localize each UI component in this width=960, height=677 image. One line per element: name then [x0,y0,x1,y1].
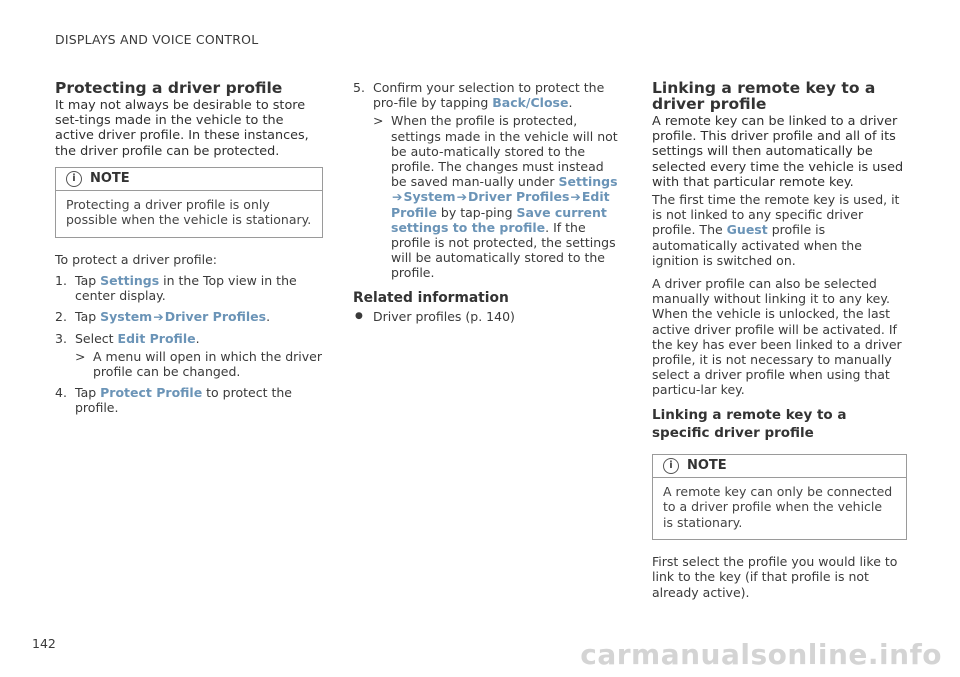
lead-paragraph: It may not always be desirable to store set-tings made in the vehicle to the active driver profile. In these instances, the driver profile can be protected. [55,98,309,159]
step-post: . [568,95,573,111]
menu-term: Driver Profiles [468,189,570,205]
paragraph-manual-select: A driver profile can also be selected manually without linking it to any key. When the vehicle is unlocked, the last active driver profile will be activated. If the key has ever been linked to a driver profile, it is not necessary to manually select a driver profile when using that particu-lar key. [652,276,902,398]
note-header [56,168,322,191]
menu-term: Guest [726,222,768,238]
info-icon: i [663,458,679,474]
column-protecting-profile [55,80,323,422]
intro-text: To protect a driver profile: [55,251,217,267]
result-pre: When the profile is protected, settings made in the vehicle will not be auto-matically stored to the profile. The changes must instead be saved man-ually under [391,113,618,190]
step-pre: Tap [75,309,101,325]
step-4 [55,385,323,415]
menu-term: System [100,309,153,325]
step-number: 3. [55,330,67,346]
step-result [75,349,323,379]
column-linking-key [652,80,907,608]
running-header: DISPLAYS AND VOICE CONTROL [55,32,259,47]
note-box [652,454,907,541]
section-title: Protecting a driver profile [55,79,283,97]
note-header [653,455,906,478]
step-pre: Confirm your selection to protect the pro-file by tapping [373,80,605,111]
result-mid: by tap-ping [436,204,517,220]
note-text: Protecting a driver profile is only possible when the vehicle is stationary. [66,196,312,228]
step-post: to protect the profile. [75,385,292,416]
step-pre: Tap [75,273,101,289]
step-3 [55,331,323,380]
step-5 [353,80,623,281]
step-post: . [266,309,271,325]
menu-term: System [403,189,456,205]
arrow-right-icon: ➔ [456,189,468,205]
step-pre: Tap [75,385,101,401]
text: The first time the remote key is used, it is not linked to any specific driver profile. The [652,192,900,238]
result-text: A menu will open in which the driver profile can be changed. [93,348,323,380]
note-label: NOTE [90,171,130,187]
arrow-right-icon: ➔ [153,309,164,325]
menu-term: Settings [558,174,618,190]
step-number: 1. [55,273,67,289]
note-box [55,167,323,238]
related-link[interactable]: Driver profiles (p. 140) [373,308,515,324]
related-information-heading: Related information [353,289,509,306]
result-marker: > [75,348,86,364]
paragraph-first-select: First select the profile you would like to link to the key (if that profile is not already active). [652,554,898,600]
step-text [75,331,323,380]
lead-paragraph: A remote key can be linked to a driver profile. This driver profile and all of its settings will then automatically be selected every time the vehicle is used with that particular remote key. [652,114,904,190]
info-icon: i [66,171,82,187]
paragraph-guest [652,192,907,268]
step-text [75,273,323,303]
menu-term: Edit Profile [391,189,610,220]
menu-term: Settings [100,273,160,289]
note-label: NOTE [687,458,727,474]
step-1 [55,273,323,303]
result-marker: > [373,113,384,129]
result-text [391,113,623,280]
arrow-right-icon: ➔ [392,189,403,205]
steps-list [55,273,323,416]
menu-term: Back/Close [492,95,569,111]
bullet-icon: ● [355,310,363,321]
related-item [353,309,623,324]
subsection-title: Linking a remote key to a specific driver profile [652,406,847,441]
step-pre: Select [75,330,118,346]
menu-term: Driver Profiles [164,309,267,325]
page-number: 142 [32,636,56,651]
section-title: Linking a remote key to a driver profile [652,79,876,113]
step-result [373,113,623,280]
step-text [75,385,323,415]
result-post: . If the profile is not protected, the settings will be automatically stored to the profile. [391,219,616,281]
step-number: 4. [55,385,67,401]
step-2 [55,309,323,324]
watermark: carmanualsonline.info [580,638,942,671]
note-text: A remote key can only be connected to a driver profile when the vehicle is stationary. [663,483,893,530]
menu-term: Protect Profile [100,385,203,401]
text: profile is automatically activated when the ignition is switched on. [652,222,862,268]
step-number: 5. [353,80,365,95]
step-post: in the Top view in the center display. [75,273,297,304]
column-continued-steps [353,80,623,324]
menu-term: Save current settings to the profile [391,204,607,235]
step-text [75,309,323,324]
arrow-right-icon: ➔ [570,189,581,205]
menu-term: Edit Profile [117,330,196,346]
step-number: 2. [55,309,67,325]
step-text [373,80,623,281]
step-post: . [195,330,200,346]
